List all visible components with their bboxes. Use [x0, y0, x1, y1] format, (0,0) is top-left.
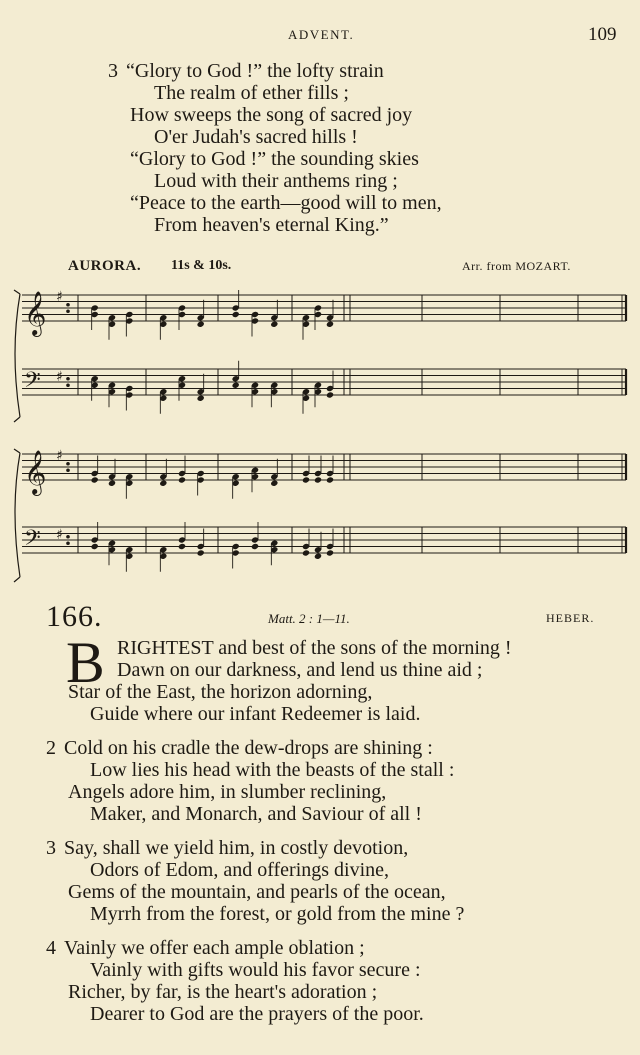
notehead — [302, 476, 310, 483]
hymn-author: HEBER. — [546, 611, 595, 625]
notehead — [178, 476, 186, 483]
notehead — [197, 395, 205, 402]
verse-line: 2 Cold on his cradle the dew-drops are shining : — [46, 737, 433, 759]
time-dot — [66, 535, 70, 539]
system-brace — [14, 290, 20, 422]
tune-name: AURORA. — [68, 258, 142, 274]
verse-line: Richer, by far, is the heart's adoration ; — [68, 981, 378, 1003]
bass-clef-icon: 𝄢 — [24, 368, 41, 398]
verse-line: Low lies his head with the beasts of the stall : — [90, 759, 455, 781]
verse-line: Myrrh from the forest, or gold from the mine ? — [90, 903, 465, 925]
verse-line: Dawn on our darkness, and lend us thine aid ; — [117, 659, 483, 681]
time-dot — [66, 541, 70, 545]
time-dot — [66, 303, 70, 307]
verse-line: The realm of ether fills ; — [154, 82, 349, 104]
verse-line: Gems of the mountain, and pearls of the ocean, — [68, 881, 446, 903]
sharp-icon: ♯ — [56, 448, 63, 464]
tune-arranger: Arr. from MOZART. — [462, 259, 571, 273]
notehead — [314, 476, 322, 483]
sharp-icon: ♯ — [56, 527, 63, 543]
time-dot — [66, 468, 70, 472]
treble-clef-icon: 𝄞 — [24, 450, 47, 494]
notehead — [91, 476, 99, 483]
notehead — [326, 321, 334, 328]
notehead — [159, 480, 167, 487]
notehead — [314, 553, 322, 560]
treble-clef-icon: 𝄞 — [24, 291, 47, 335]
running-title: ADVENT. — [288, 27, 355, 42]
verse-line: “Glory to God !” the sounding skies — [130, 148, 419, 170]
time-dot — [66, 377, 70, 381]
verse-line: RIGHTEST and best of the sons of the morning ! — [117, 637, 512, 659]
system-brace — [14, 449, 20, 582]
running-head — [0, 24, 640, 46]
sharp-icon: ♯ — [56, 289, 63, 305]
notehead — [326, 391, 334, 398]
verse-line: Dearer to God are the prayers of the poor. — [90, 1003, 424, 1025]
verse-line: O'er Judah's sacred hills ! — [154, 126, 358, 148]
bass-clef-icon: 𝄢 — [24, 526, 41, 556]
page-number: 109 — [588, 24, 617, 45]
notehead — [302, 549, 310, 556]
notehead — [197, 549, 205, 556]
verse-line: 4 Vainly we offer each ample oblation ; — [46, 937, 365, 959]
verse-line: Guide where our infant Redeemer is laid. — [90, 703, 421, 725]
hymn-header — [0, 600, 640, 634]
notehead — [232, 382, 240, 389]
drop-cap: B — [66, 630, 105, 695]
verse-line: “Peace to the earth—good will to men, — [130, 192, 442, 214]
tune-header — [0, 256, 640, 278]
notehead — [178, 543, 186, 550]
music-score — [0, 282, 640, 590]
notehead — [91, 543, 99, 550]
verse-line: Angels adore him, in slumber reclining, — [68, 781, 387, 803]
notehead — [270, 480, 278, 487]
verse-number: 4 — [46, 937, 56, 959]
time-dot — [66, 462, 70, 466]
notehead — [326, 476, 334, 483]
notehead — [197, 321, 205, 328]
verse-number: 3 — [46, 837, 56, 859]
verse-line: Maker, and Monarch, and Saviour of all ! — [90, 803, 422, 825]
notehead — [251, 543, 259, 550]
verse-number: 3 — [108, 60, 118, 82]
notehead — [326, 549, 334, 556]
tune-meter: 11s & 10s. — [171, 258, 232, 273]
hymn-scripture-reference: Matt. 2 : 1—11. — [268, 611, 350, 626]
verse-line: Vainly with gifts would his favor secure : — [90, 959, 421, 981]
sharp-icon: ♯ — [56, 369, 63, 385]
verse-line: Star of the East, the horizon adorning, — [68, 681, 373, 703]
verse-line: Odors of Edom, and offerings divine, — [90, 859, 390, 881]
notehead — [108, 480, 116, 487]
time-dot — [66, 309, 70, 313]
verse-line: From heaven's eternal King.” — [154, 214, 389, 236]
verse-line: 3 “Glory to God !” the lofty strain — [108, 60, 384, 82]
notehead — [232, 311, 240, 318]
hymn-number: 166. — [46, 600, 103, 633]
notehead — [270, 321, 278, 328]
verse-number: 2 — [46, 737, 56, 759]
verse-line: How sweeps the song of sacred joy — [130, 104, 413, 126]
verse-line: 3 Say, shall we yield him, in costly devotion, — [46, 837, 409, 859]
time-dot — [66, 383, 70, 387]
verse-line: Loud with their anthems ring ; — [154, 170, 398, 192]
